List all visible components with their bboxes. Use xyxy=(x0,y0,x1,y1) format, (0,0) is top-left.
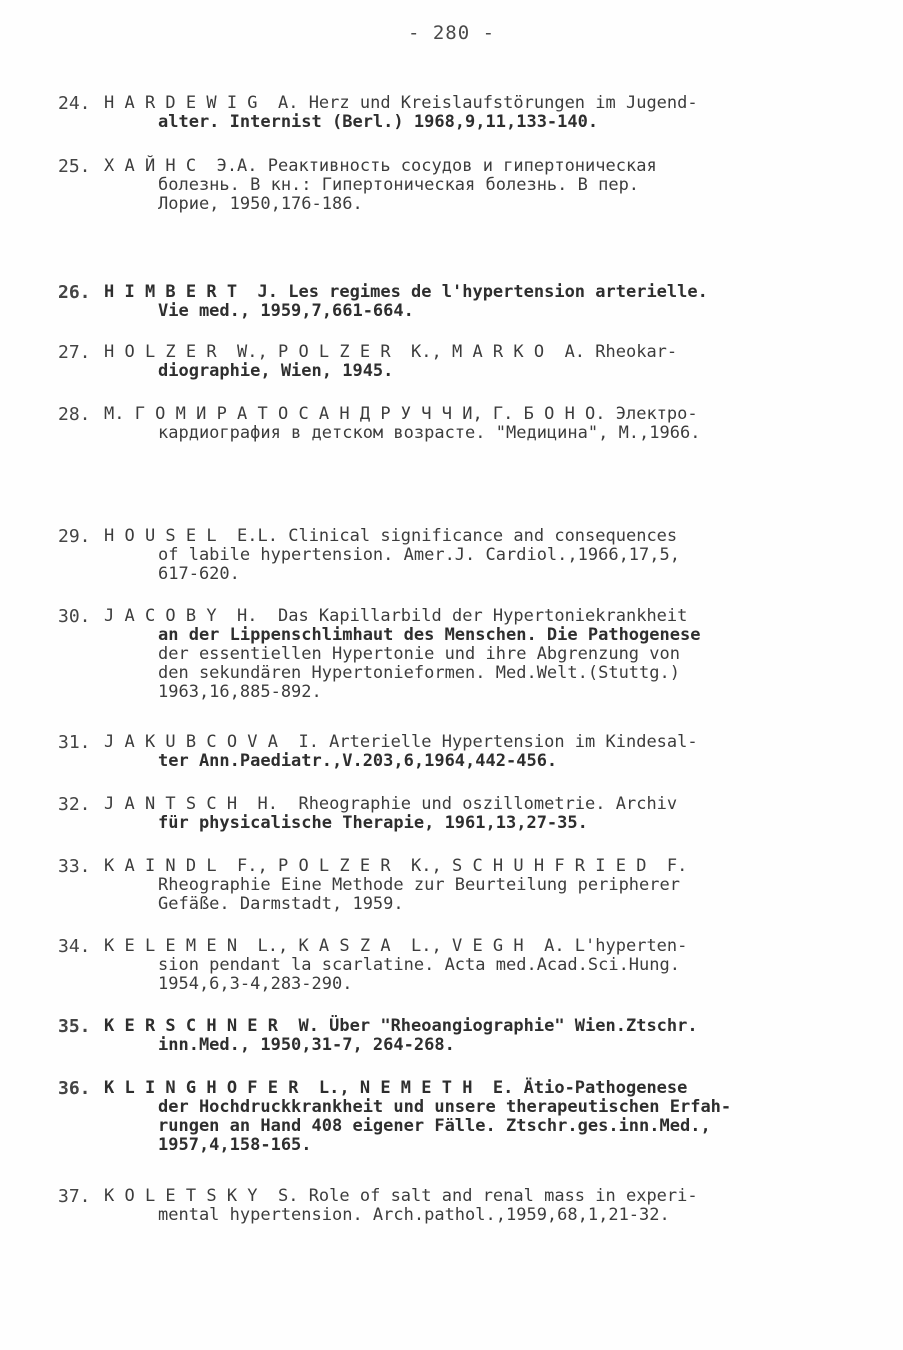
reference-entry-28 xyxy=(58,405,848,443)
entry-line: Rheographie Eine Methode zur Beurteilung peripherer xyxy=(158,875,680,895)
entry-number: 26. xyxy=(58,282,91,303)
entry-line: für physicalische Therapie, 1961,13,27-35. xyxy=(158,813,588,833)
entry-number: 31. xyxy=(58,732,91,753)
entry-line: Х А Й Н С Э.А. Реактивность сосудов и гипертоническая xyxy=(104,156,657,176)
entry-number: 24. xyxy=(58,93,91,114)
entry-line: K O L E T S K Y S. Role of salt and renal mass in experi- xyxy=(104,1186,698,1206)
entry-number: 34. xyxy=(58,936,91,957)
reference-entry-33 xyxy=(58,857,848,914)
entry-line: J A K U B C O V A I. Arterielle Hypertension im Kindesal- xyxy=(104,732,698,752)
entry-line: болезнь. В кн.: Гипертоническая болезнь. В пер. xyxy=(158,175,640,195)
entry-number: 36. xyxy=(58,1078,91,1099)
entry-line: an der Lippenschlimhaut des Menschen. Die Pathogenese xyxy=(158,625,701,645)
reference-entry-31 xyxy=(58,733,848,771)
entry-number: 32. xyxy=(58,794,91,815)
entry-line: М. Г О М И Р А Т О С А Н Д Р У Ч Ч И, Г. Б О Н О. Электро- xyxy=(104,404,698,424)
entry-line: sion pendant la scarlatine. Acta med.Acad.Sci.Hung. xyxy=(158,955,680,975)
entry-line: der Hochdruckkrankheit und unsere therapeutischen Erfah- xyxy=(158,1097,732,1117)
entry-line: K E R S C H N E R W. Über "Rheoangiographie" Wien.Ztschr. xyxy=(104,1016,698,1036)
page-number: - 280 - xyxy=(407,22,496,44)
reference-entry-37 xyxy=(58,1187,848,1225)
entry-line: J A N T S C H H. Rheographie und oszillometrie. Archiv xyxy=(104,794,678,814)
entry-number: 25. xyxy=(58,156,91,177)
reference-entry-24 xyxy=(58,94,848,132)
entry-line: H O L Z E R W., P O L Z E R K., M A R K O A. Rheokar- xyxy=(104,342,678,362)
reference-entry-27 xyxy=(58,343,848,381)
reference-entry-34 xyxy=(58,937,848,994)
entry-line: кардиография в детском возрасте. "Медицина", М.,1966. xyxy=(158,423,701,443)
reference-entry-32 xyxy=(58,795,848,833)
entry-line: 1963,16,885-892. xyxy=(158,682,322,702)
entry-line: of labile hypertension. Amer.J. Cardiol.,1966,17,5, xyxy=(158,545,680,565)
entry-number: 27. xyxy=(58,342,91,363)
reference-entry-29 xyxy=(58,527,848,584)
entry-line: 1957,4,158-165. xyxy=(158,1135,312,1155)
entry-line: J A C O B Y H. Das Kapillarbild der Hypertoniekrankheit xyxy=(104,606,688,626)
reference-entry-26 xyxy=(58,283,848,321)
entry-line: H O U S E L E.L. Clinical significance and consequences xyxy=(104,526,678,546)
entry-number: 30. xyxy=(58,606,91,627)
entry-line: K E L E M E N L., K A S Z A L., V E G H A. L'hyperten- xyxy=(104,936,688,956)
entry-line: 1954,6,3-4,283-290. xyxy=(158,974,353,994)
entry-line: K L I N G H O F E R L., N E M E T H E. Ätio-Pathogenese xyxy=(104,1078,688,1098)
entry-line: K A I N D L F., P O L Z E R K., S C H U H F R I E D F. xyxy=(104,856,688,876)
reference-entry-35 xyxy=(58,1017,848,1055)
entry-line: den sekundären Hypertonieformen. Med.Welt.(Stuttg.) xyxy=(158,663,680,683)
reference-entry-30 xyxy=(58,607,848,702)
reference-entry-36 xyxy=(58,1079,848,1155)
entry-line: diographie, Wien, 1945. xyxy=(158,361,394,381)
entry-line: mental hypertension. Arch.pathol.,1959,68,1,21-32. xyxy=(158,1205,670,1225)
entry-number: 37. xyxy=(58,1186,91,1207)
entry-line: der essentiellen Hypertonie und ihre Abgrenzung von xyxy=(158,644,680,664)
entry-line: Gefäße. Darmstadt, 1959. xyxy=(158,894,404,914)
entry-number: 33. xyxy=(58,856,91,877)
entry-line: Лорие, 1950,176-186. xyxy=(158,194,363,214)
entry-line: rungen an Hand 408 eigener Fälle. Ztschr.ges.inn.Med., xyxy=(158,1116,711,1136)
entry-line: ter Ann.Paediatr.,V.203,6,1964,442-456. xyxy=(158,751,558,771)
entry-number: 28. xyxy=(58,404,91,425)
entry-number: 35. xyxy=(58,1016,91,1037)
entry-line: H A R D E W I G A. Herz und Kreislaufstörungen im Jugend- xyxy=(104,93,698,113)
entry-line: alter. Internist (Berl.) 1968,9,11,133-140. xyxy=(158,112,599,132)
entry-line: Vie med., 1959,7,661-664. xyxy=(158,301,414,321)
entry-number: 29. xyxy=(58,526,91,547)
entry-line: 617-620. xyxy=(158,564,240,584)
entry-line: H I M B E R T J. Les regimes de l'hypertension arterielle. xyxy=(104,282,708,302)
reference-entry-25 xyxy=(58,157,848,214)
entry-line: inn.Med., 1950,31-7, 264-268. xyxy=(158,1035,455,1055)
